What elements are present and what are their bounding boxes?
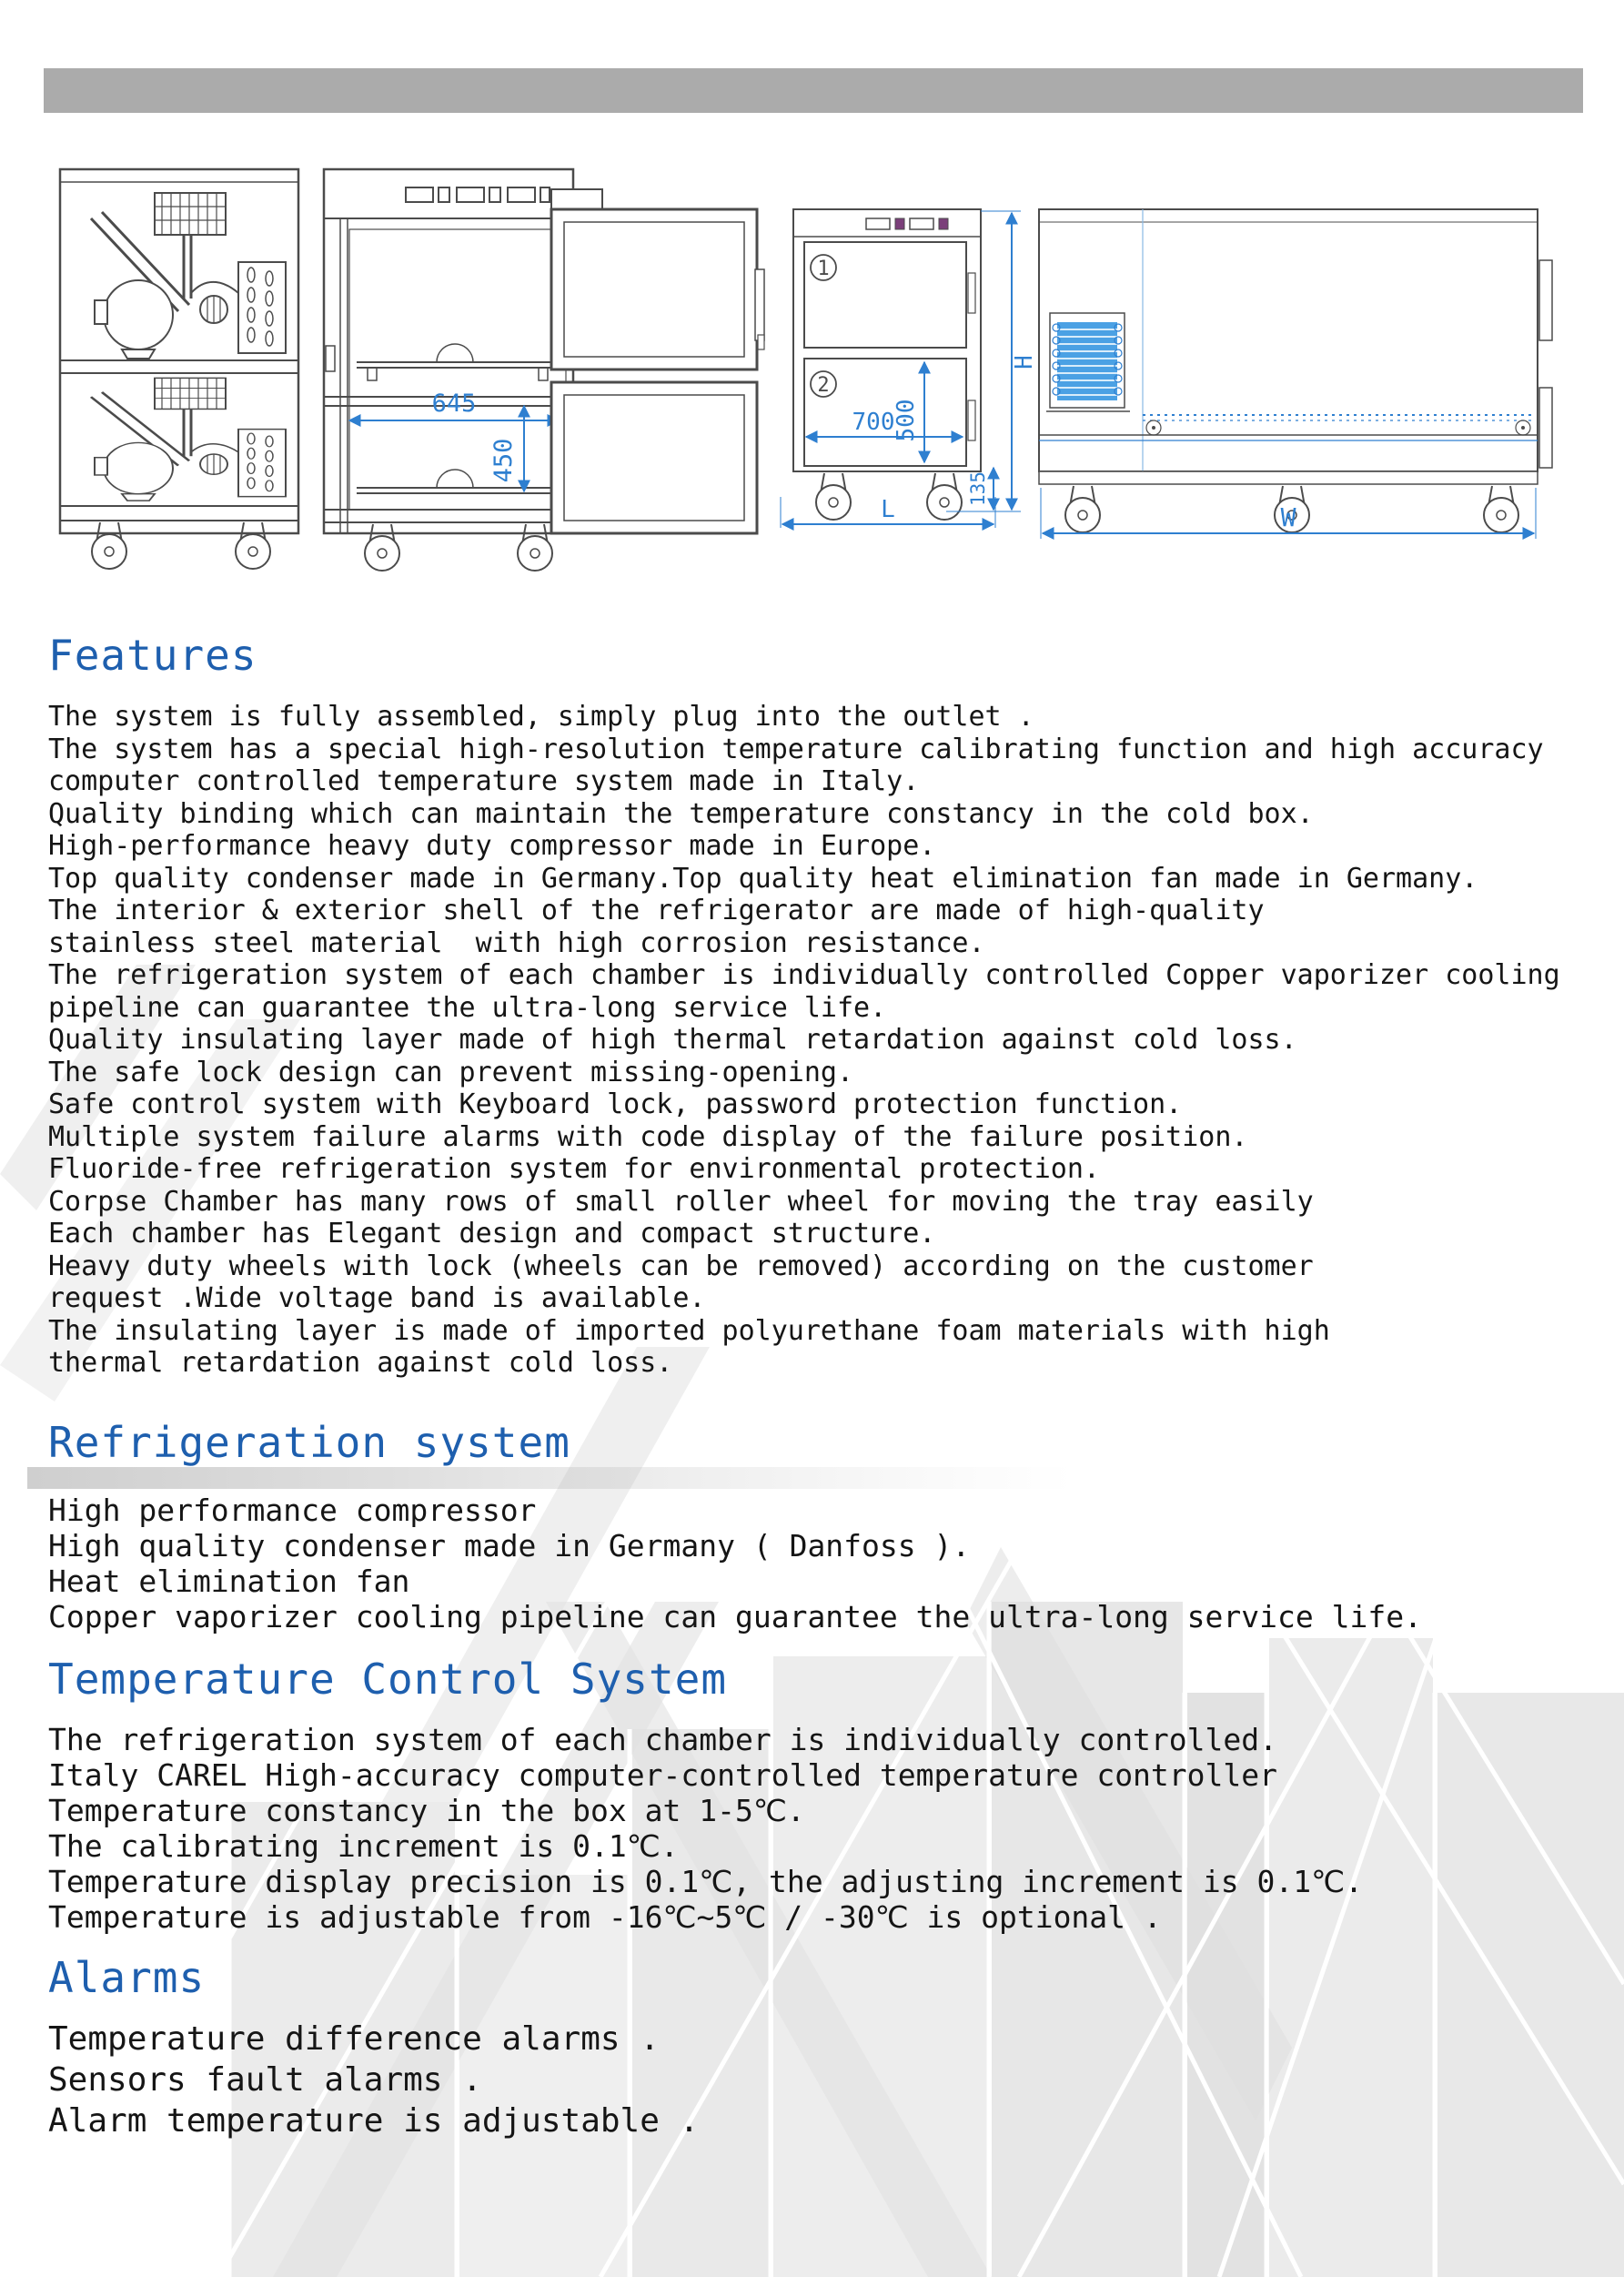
text-line: Alarm temperature is adjustable .: [48, 2102, 700, 2140]
dimension-label-W: W: [1280, 502, 1296, 532]
text-line: Temperature display precision is 0.1℃, the adjusting increment is 0.1℃.: [48, 1864, 1363, 1899]
text-line: Top quality condenser made in Germany.Top quality heat elimination fan made in Germany.: [48, 862, 1478, 895]
refrigeration-list: [48, 1493, 1422, 1634]
text-line: Safe control system with Keyboard lock, password protection function.: [48, 1088, 1183, 1120]
text-line: The refrigeration system of each chamber is individually controlled.: [48, 1722, 1278, 1757]
temperature-title: Temperature Control System: [48, 1655, 728, 1704]
dimension-label-645: 645: [431, 390, 477, 418]
text-line: Temperature is adjustable from -16℃~5℃ / -30℃ is optional .: [48, 1899, 1162, 1935]
text-line: Italy CAREL High-accuracy computer-controlled temperature controller: [48, 1757, 1278, 1793]
text-line: pipeline can guarantee the ultra-long service life.: [48, 991, 887, 1024]
alarms-title: Alarms: [48, 1953, 206, 2002]
text-line: Corpse Chamber has many rows of small roller wheel for moving the tray easily: [48, 1185, 1314, 1218]
text-line: Sensors fault alarms .: [48, 2061, 482, 2099]
alarms-list: [48, 2019, 699, 2141]
text-line: Heat elimination fan: [48, 1564, 410, 1599]
text-line: The interior & exterior shell of the refrigerator are made of high-quality: [48, 895, 1265, 926]
text-line: The safe lock design can prevent missing-opening.: [48, 1056, 854, 1088]
text-line: Temperature constancy in the box at 1-5℃.: [48, 1793, 805, 1828]
text-line: Multiple system failure alarms with code display of the failure position.: [48, 1120, 1248, 1153]
dimension-label-700: 700: [852, 409, 895, 436]
chamber-1-number: 1: [817, 258, 830, 280]
text-line: Each chamber has Elegant design and compact structure.: [48, 1218, 936, 1250]
text-line: Heavy duty wheels with lock (wheels can be removed) according on the customer: [48, 1250, 1314, 1282]
text-line: stainless steel material with high corrosion resistance.: [48, 926, 985, 959]
text-line: The system is fully assembled, simply plug into the outlet .: [48, 701, 1034, 733]
features-title: Features: [48, 631, 257, 680]
temperature-list: [48, 1722, 1363, 1935]
refrigeration-title: Refrigeration system: [48, 1418, 570, 1467]
text-line: request .Wide voltage band is available.: [48, 1282, 706, 1314]
text-line: thermal retardation against cold loss.: [48, 1347, 673, 1379]
text-line: computer controlled temperature system made in Italy.: [48, 765, 920, 797]
text-line: The calibrating increment is 0.1℃.: [48, 1828, 679, 1864]
chamber-2-number: 2: [817, 374, 830, 397]
text-line: Temperature difference alarms .: [48, 2020, 660, 2058]
dimension-label-500: 500: [893, 399, 920, 442]
text-line: High-performance heavy duty compressor made in Europe.: [48, 830, 936, 862]
dimension-label-L: L: [881, 496, 895, 523]
text-line: High quality condenser made in Germany ( Danfoss ).: [48, 1528, 971, 1564]
text-line: The refrigeration system of each chamber is individually controlled Copper vaporizer cooling: [48, 959, 1560, 991]
text-line: Fluoride-free refrigeration system for environmental protection.: [48, 1153, 1100, 1185]
text-line: The system has a special high-resolution temperature calibrating function and high accuracy: [48, 733, 1544, 765]
dimension-label-450: 450: [489, 438, 518, 483]
features-list: [48, 701, 1560, 1380]
text-line: Quality insulating layer made of high thermal retardation against cold loss.: [48, 1024, 1297, 1056]
text-line: High performance compressor: [48, 1493, 537, 1528]
text-line: Copper vaporizer cooling pipeline can guarantee the ultra-long service life.: [48, 1599, 1422, 1634]
dimension-label-135: 135: [967, 471, 989, 506]
text-line: The insulating layer is made of imported polyurethane foam materials with high: [48, 1314, 1330, 1347]
dimension-label-H: H: [1011, 355, 1038, 369]
text-line: Quality binding which can maintain the temperature constancy in the cold box.: [48, 797, 1314, 830]
